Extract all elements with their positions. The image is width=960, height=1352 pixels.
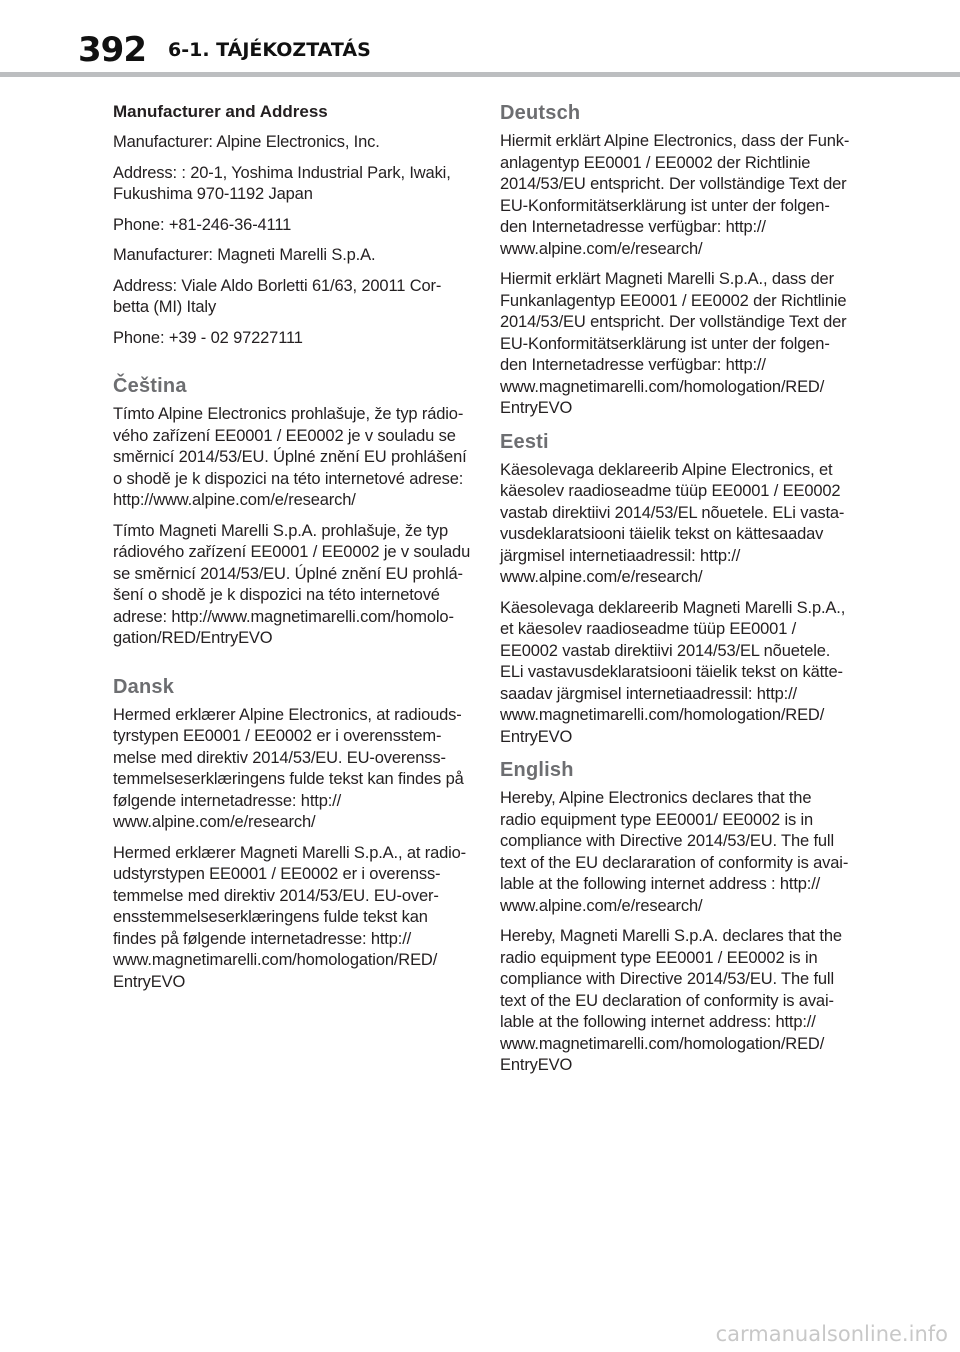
- deutsch-heading: Deutsch: [500, 102, 581, 124]
- text-line: lable at the following internet address : http://: [500, 875, 821, 893]
- text-line: temmelseserklæringens fulde tekst kan findes på: [113, 770, 464, 788]
- chapter-title: 6-1. TÁJÉKOZTATÁS: [168, 39, 371, 61]
- text-line: 2014/53/EU entspricht. Der vollständige Text der: [500, 313, 847, 331]
- text-line: Phone: +81-246-36-4111: [113, 215, 292, 234]
- text-line: 2014/53/EU entspricht. Der vollständige Text der: [500, 175, 847, 193]
- text-line: text of the EU declararation of conformity is avai-: [500, 853, 849, 872]
- page-header: [0, 0, 960, 80]
- section-manufacturer: [113, 100, 483, 349]
- text-line: EntryEVO: [500, 727, 573, 746]
- text-line: se směrnicí 2014/53/EU. Úplné znění EU prohlá-: [113, 564, 463, 583]
- text-line: www.magnetimarelli.com/homologation/RED/: [500, 1034, 825, 1053]
- text-line: www.alpine.com/e/research/: [500, 239, 703, 258]
- header-rule: [0, 72, 960, 77]
- text-line: o shodě je k dispozici na této internetové adrese:: [113, 469, 464, 488]
- body-paragraph: [113, 843, 483, 994]
- paragraph-group: [113, 705, 483, 994]
- text-line: betta (MI) Italy: [113, 298, 217, 316]
- body-paragraph: [500, 460, 860, 589]
- text-line: Hiermit erklärt Alpine Electronics, dass der Funk-: [500, 132, 850, 150]
- body-paragraph: [113, 705, 483, 834]
- manufacturer-heading: Manufacturer and Address: [113, 102, 328, 121]
- text-line: gation/RED/EntryEVO: [113, 629, 273, 647]
- text-line: Tímto Magneti Marelli S.p.A. prohlašuje, že typ: [113, 521, 449, 540]
- section-english: [500, 757, 860, 1077]
- body-paragraph: [113, 328, 483, 350]
- body-paragraph: [500, 598, 860, 749]
- watermark: carmanualsonline.info: [715, 1322, 948, 1346]
- body-paragraph: [113, 163, 483, 206]
- text-line: findes på følgende internetadresse: http://: [113, 929, 412, 948]
- paragraph-group: [500, 788, 860, 1077]
- text-line: www.alpine.com/e/research/: [500, 896, 703, 915]
- text-line: følgende internetadresse: http://: [113, 791, 342, 810]
- text-line: et käesolev raadioseadme tüüp EE0001 /: [500, 620, 797, 638]
- text-line: Käesolevaga deklareerib Magneti Marelli S.p.A.,: [500, 598, 846, 617]
- text-line: šení o shodě je k dispozici na této internetové: [113, 586, 440, 604]
- body-paragraph: [113, 215, 483, 237]
- cestina-heading: Čeština: [113, 375, 187, 397]
- text-line: EntryEVO: [113, 972, 186, 991]
- page-number: 392: [78, 30, 146, 70]
- text-line: http://www.alpine.com/e/research/: [113, 491, 356, 509]
- left-column: [113, 100, 483, 1002]
- paragraph-group: [113, 132, 483, 349]
- text-line: järgmisel internetiaadressil: http://: [500, 546, 741, 565]
- text-line: Hereby, Alpine Electronics declares that the: [500, 789, 812, 807]
- text-line: www.alpine.com/e/research/: [113, 813, 316, 831]
- text-line: EU-Konformitätserklärung ist unter der folgen-: [500, 196, 830, 215]
- text-line: EntryEVO: [500, 1056, 573, 1074]
- section-eesti: [500, 429, 860, 749]
- text-line: vastab direktiivi 2014/53/EL nõuetele. ELi vasta-: [500, 503, 845, 522]
- paragraph-group: [500, 460, 860, 749]
- text-line: text of the EU declaration of conformity is avai-: [500, 991, 834, 1010]
- body-paragraph: [500, 926, 860, 1077]
- text-line: vého zařízení EE0001 / EE0002 je v souladu se: [113, 426, 456, 445]
- body-paragraph: [113, 132, 483, 154]
- section-deutsch: [500, 100, 860, 420]
- body-paragraph: [113, 245, 483, 267]
- section-dansk: [113, 674, 483, 994]
- text-line: radio equipment type EE0001 / EE0002 is in: [500, 948, 818, 967]
- dansk-heading: Dansk: [113, 675, 175, 698]
- text-line: anlagentyp EE0001 / EE0002 der Richtlinie: [500, 153, 811, 172]
- text-line: saadav järgmisel internetiaadressil: http://: [500, 684, 797, 703]
- text-line: EE0002 vastab direktiivi 2014/53/EL nõuetele.: [500, 641, 831, 660]
- text-line: Address: : 20-1, Yoshima Industrial Park, Iwaki,: [113, 163, 451, 182]
- right-column: [500, 100, 860, 1086]
- text-line: adrese: http://www.magnetimarelli.com/homolo-: [113, 607, 454, 626]
- text-line: EU-Konformitätserklärung ist unter der folgen-: [500, 334, 830, 353]
- text-line: Address: Viale Aldo Borletti 61/63, 20011 Cor-: [113, 276, 442, 295]
- text-line: www.alpine.com/e/research/: [500, 568, 703, 586]
- body-paragraph: [113, 276, 483, 319]
- text-line: ensstemmelseserklæringens fulde tekst kan: [113, 908, 428, 926]
- text-line: radio equipment type EE0001/ EE0002 is in: [500, 810, 814, 829]
- text-line: melse med direktiv 2014/53/EU. EU-overenss-: [113, 748, 446, 767]
- text-line: lable at the following internet address: http://: [500, 1013, 816, 1031]
- eesti-heading: Eesti: [500, 430, 549, 453]
- text-line: compliance with Directive 2014/53/EU. The full: [500, 970, 834, 988]
- text-line: Hermed erklærer Magneti Marelli S.p.A., at radio-: [113, 843, 467, 862]
- text-line: EntryEVO: [500, 399, 573, 417]
- text-line: směrnicí 2014/53/EU. Úplné znění EU prohlášení: [113, 448, 467, 466]
- english-heading: English: [500, 759, 574, 781]
- text-line: Fukushima 970-1192 Japan: [113, 185, 313, 203]
- text-line: Hiermit erklärt Magneti Marelli S.p.A., dass der: [500, 270, 834, 288]
- text-line: Käesolevaga deklareerib Alpine Electronics, et: [500, 460, 833, 479]
- paragraph-group: [500, 131, 860, 420]
- text-line: käesolev raadioseadme tüüp EE0001 / EE0002: [500, 482, 841, 500]
- text-line: Manufacturer: Alpine Electronics, Inc.: [113, 133, 380, 151]
- body-paragraph: [113, 404, 483, 512]
- text-line: Hermed erklærer Alpine Electronics, at radiouds-: [113, 705, 462, 724]
- text-line: vusdeklaratsiooni täielik tekst on kättesaadav: [500, 525, 824, 543]
- text-line: www.magnetimarelli.com/homologation/RED/: [500, 706, 825, 724]
- text-line: www.magnetimarelli.com/homologation/RED/: [113, 951, 438, 969]
- text-line: tyrstypen EE0001 / EE0002 er i overensstem-: [113, 727, 442, 745]
- body-paragraph: [500, 788, 860, 917]
- text-line: den Internetadresse verfügbar: http://: [500, 356, 766, 374]
- text-line: compliance with Directive 2014/53/EU. The full: [500, 832, 834, 850]
- paragraph-group: [113, 404, 483, 650]
- body-paragraph: [113, 521, 483, 650]
- text-line: temmelse med direktiv 2014/53/EU. EU-over-: [113, 886, 439, 905]
- text-line: www.magnetimarelli.com/homologation/RED/: [500, 377, 825, 396]
- text-line: Manufacturer: Magneti Marelli S.p.A.: [113, 246, 376, 264]
- body-paragraph: [500, 269, 860, 420]
- text-line: rádiového zařízení EE0001 / EE0002 je v souladu: [113, 543, 471, 561]
- text-line: Hereby, Magneti Marelli S.p.A. declares that the: [500, 927, 842, 945]
- text-line: Phone: +39 - 02 97227111: [113, 328, 303, 347]
- body-paragraph: [500, 131, 860, 260]
- text-line: udstyrstypen EE0001 / EE0002 er i overenss-: [113, 865, 441, 883]
- section-cestina: [113, 373, 483, 650]
- text-line: Tímto Alpine Electronics prohlašuje, že typ rádio-: [113, 405, 464, 423]
- text-line: ELi vastavusdeklaratsiooni täielik tekst on kätte-: [500, 663, 843, 681]
- text-line: den Internetadresse verfügbar: http://: [500, 218, 766, 236]
- text-line: Funkanlagentyp EE0001 / EE0002 der Richtlinie: [500, 291, 847, 310]
